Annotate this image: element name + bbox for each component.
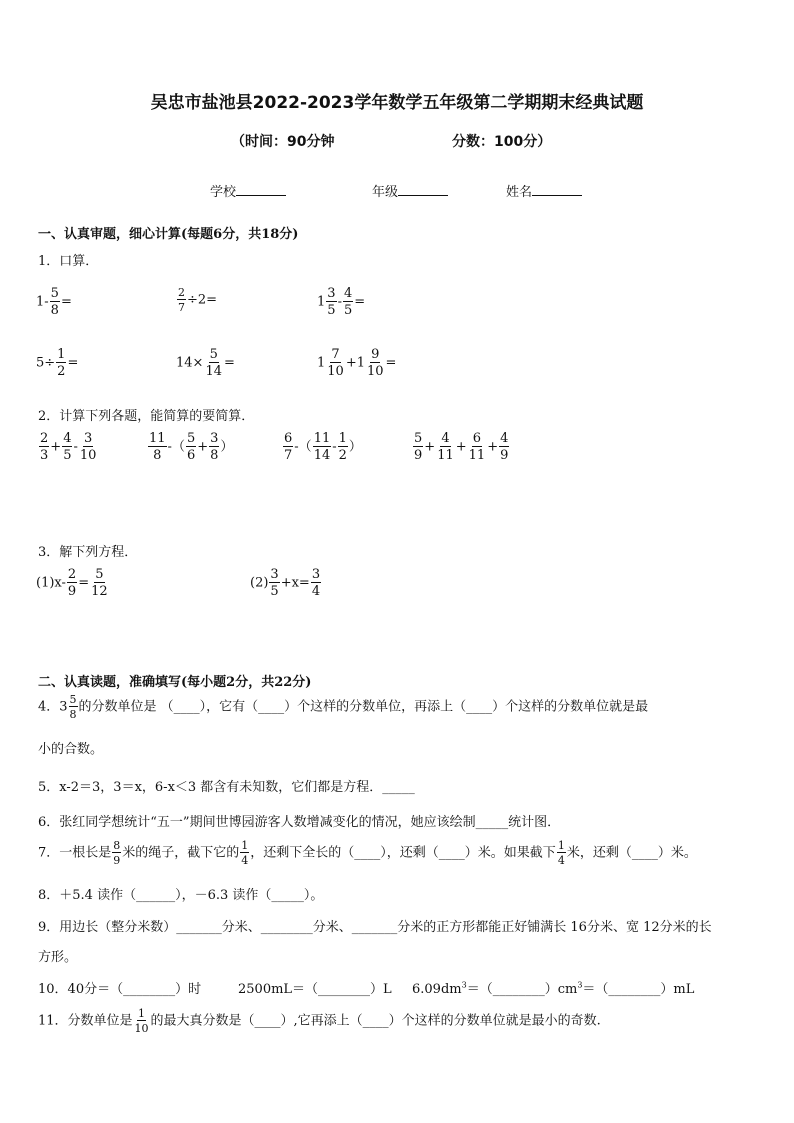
question-4: 4．3 $\frac{5}{8}$ 的分数单位是 （____），它有（____）个这样的分数单位，再添上（____）个这样的分数单位就是最 [38, 693, 649, 721]
simplify-expr-2: $\frac{11}{8}$ -（ $\frac{5}{6}$ + $\frac{3}{8}$ ） [149, 431, 234, 463]
section-1-heading: 一、认真审题，细心计算(每题6分，共18分) [38, 227, 299, 242]
oral-calc-3: 1 $\frac{3}{5}$ - $\frac{4}{5}$ = [317, 286, 366, 318]
question-7: 7．一根长是 $\frac{8}{9}$ 米的绳子，截下它的 $\frac{1}{4}$ ，还剩下全长的（____），还剩（____）米。如果截下 $\frac{1}{4}$ 米，还剩（____）米。 [38, 839, 697, 867]
question-9-line-2: 方形。 [38, 950, 78, 965]
exam-time: （时间：90分钟 [231, 134, 335, 150]
name-blank[interactable] [532, 195, 582, 196]
simplify-expr-3: $\frac{6}{7}$ -（ $\frac{11}{14}$ - $\frac{1}{2}$ ） [284, 431, 362, 463]
question-10b: 2500mL＝（________）L [238, 982, 392, 997]
school-field[interactable] [210, 181, 286, 200]
question-5: 5．x-2＝3，3＝x，6-x＜3 都含有未知数，它们都是方程．_____ [38, 780, 415, 795]
name-label: 姓名 [506, 185, 533, 200]
simplify-expr-4: $\frac{5}{9}$ + $\frac{4}{11}$ + $\frac{6}{11}$ + $\frac{4}{9}$ [414, 431, 509, 463]
oral-calc-1: 1- $\frac{5}{8}$ = [36, 286, 72, 318]
grade-label: 年级 [372, 185, 399, 200]
question-1-label: 1．口算． [38, 254, 99, 269]
question-9: 9．用边长（整分米数）_______分米、________分米、_______分米的正方形都能正好铺满长 16分米、宽 12分米的长 [38, 920, 712, 935]
equation-2: (2) $\frac{3}{5}$ +x= $\frac{3}{4}$ [250, 567, 321, 599]
oral-calc-4: 5÷ $\frac{1}{2}$ = [36, 347, 79, 379]
oral-calc-6: 1 $\frac{7}{10}$ +1 $\frac{9}{10}$ = [317, 347, 397, 379]
question-8: 8．＋5.4 读作（______），－6.3 读作（_____）。 [38, 888, 324, 903]
equation-1: (1)x- $\frac{2}{9}$ = $\frac{5}{12}$ [36, 567, 108, 599]
question-4-line-2: 小的合数。 [38, 742, 104, 757]
exam-score: 分数：100分） [452, 134, 552, 150]
page-title: 吴忠市盐池县2022-2023学年数学五年级第二学期期末经典试题 [150, 93, 644, 113]
question-11: 11．分数单位是 $\frac{1}{10}$ 的最大真分数是（____）,它再添上（____）个这样的分数单位就是最小的奇数. [38, 1007, 601, 1035]
grade-blank[interactable] [398, 195, 448, 196]
question-2-label: 2．计算下列各题，能简算的要简算． [38, 409, 255, 424]
school-label: 学校 [210, 185, 237, 200]
section-2-heading: 二、认真读题，准确填写(每小题2分，共22分) [38, 675, 312, 690]
question-10a: 10．40分＝（________）时 [38, 982, 202, 997]
simplify-expr-1: $\frac{2}{3}$ + $\frac{4}{5}$ - $\frac{3}{10}$ [40, 431, 97, 463]
grade-field[interactable] [372, 181, 448, 200]
question-6: 6．张红同学想统计“五一”期间世博园游客人数增减变化的情况，她应该绘制_____统计图． [38, 815, 561, 830]
oral-calc-2: $\frac{2}{7}$ ÷2= [178, 286, 218, 314]
school-blank[interactable] [236, 195, 286, 196]
name-field[interactable] [506, 181, 582, 200]
oral-calc-5: 14× $\frac{5}{14}$ = [176, 347, 235, 379]
question-3-label: 3．解下列方程． [38, 545, 138, 560]
question-10c: $6.09dm^3=(\_\_\_\_\_\_\_\_)cm^3=(\_\_\_\_\_\_\_\_)mL$ [412, 980, 695, 997]
